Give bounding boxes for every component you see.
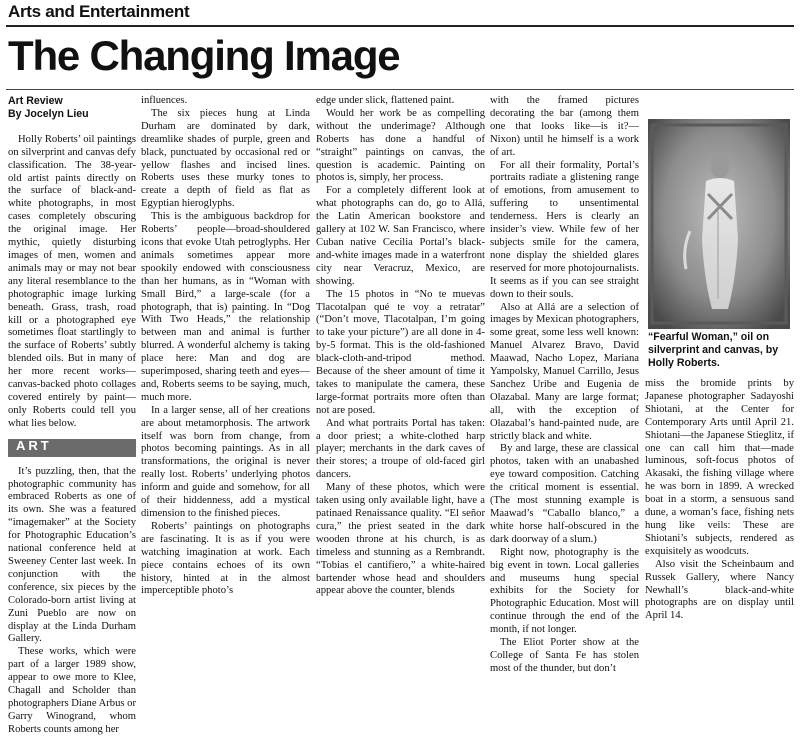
headline-rule <box>6 89 794 90</box>
art-badge-label: ART <box>16 437 52 453</box>
paragraph: The six pieces hung at Linda Durham are dominated by dark, dreamlike shades of purple, green and black, punctuated by occasional red or yellow flashes and incised lines. Roberts uses these murky tones to create a depth of field as flat as Egyptian hieroglyphs. <box>141 107 310 210</box>
paragraph: Right now, photography is the big event in town. Local galleries and museums hung special exhibits for the Society for Photographic Education. Most will continue through the end of the month, if not longer. <box>490 546 639 636</box>
paragraph: This is the ambiguous backdrop for Roberts’ people—broad-shouldered icons that evoke Utah petroglyphs. Her animals sometimes appear more spookily endowed with consciousness than her humans, as in “Woman with Small Bird,” a large-scale (for a photograph, that is) painting. In “Dog With Two Heads,” the relationship between man and animal is further blurred. A wonderful alchemy is taking place here: Man and dog are superimposed, sharing teeth and eyes—and, Roberts seems to be saying, much, much more. <box>141 211 310 403</box>
paragraph: By and large, these are classical photos, taken with an unabashed eye toward composition. Catching the critical moment is essential. (The most stunning example is Maawad’s “Caballo blanco,” a white horse half-obscured in the dark doorway of a slum.) <box>490 443 639 545</box>
paragraph: Holly Roberts’ oil paintings on silverprint and canvas defy classification. The 38-year-old artist paints directly on the surface of black-and-white photographs, in most cases completely obscuring the original image. Her mythic, quietly disturbing images of men, women and animals may or may not bear any literal resemblance to the photographic image lurking beneath. Grass, trash, road kill or a photographed eye sometimes float startlingly to the surface of Roberts’ subtly blended oils. But in many of her more recent works—canvas-backed photo collages covered entirely by paint—only Roberts could tell you what lies below. <box>8 133 136 429</box>
section-title: Arts and Entertainment <box>8 2 190 21</box>
photo-caption: “Fearful Woman,” oil on silverprint and canvas, by Holly Roberts. <box>648 331 779 369</box>
paragraph: Would her work be as compelling without the underimage? Although Roberts has done a handful of “straight” paintings on canvas, the question is academic. Painting on photos is, simply, her process. <box>316 107 485 184</box>
paragraph: For a completely different look at what photographs can do, go to Allá, the Latin American bookstore and gallery at 102 W. San Francisco, where Cuban native Cecilia Portal’s black-and-white images made in a waterfront city near Veracruz, Mexico, are showing. <box>316 185 485 287</box>
art-badge <box>8 439 136 457</box>
column-4 <box>490 95 639 674</box>
column-1 <box>8 95 136 735</box>
byline: By Jocelyn Lieu <box>8 107 89 120</box>
paragraph: And what portraits Portal has taken: a door priest; a white-clothed harp player; merchants in the dark caves of their stores; a troupe of old-faced girl dancers. <box>316 417 485 481</box>
paragraph: with the framed pictures decorating the bar (among them one that looks like—is it?—Nixon) until he himself is a work of art. <box>490 95 639 158</box>
paragraph: Many of these photos, which were taken using only available light, have a patinaed Renaissance quality. “El señor cura,” the priest seated in the dark wooden throne at his church, is as timeless and stunning as a Rembrandt. “Tobias el cantifiero,” a white-haired bartender whose head and shoulders appear above the counter, blends <box>316 482 485 597</box>
headline: The Changing Image <box>8 32 400 79</box>
paragraph: The Eliot Porter show at the College of Santa Fe has stolen most of the thunder, but don’t <box>490 637 639 674</box>
paragraph: miss the bromide prints by Japanese photographer Sadayoshi Shiotani, at the Center for Contemporary Arts until April 21. Shiotani—the Japanese Stieglitz, if one can call him that—made luminous, soft-focus photos of Akasaki, the fishing village where he was born in 1899. A wrecked boat in a storm, a sensuous sand dune, a woman’s face, fishing nets hung like veils: These are Shiotani’s subjects, rendered as exquisitely as woodcuts. <box>645 378 794 557</box>
kicker-label: Art Review <box>8 95 63 107</box>
column-3 <box>316 95 485 597</box>
paragraph: edge under slick, flattened paint. <box>316 95 455 106</box>
paragraph: Also visit the Scheinbaum and Russek Gallery, where Nancy Newhall’s black-and-white photographs are on display until April 14. <box>645 558 794 622</box>
paragraph: Also at Allá are a selection of images by Mexican photographers, some great, some less well known: Manuel Alvarez Bravo, David Maawad, Nacho Lopez, Mariana Yampolsky, Manuel Carrillo, Jesus Sanchez Uribe and Eugenia de Olazabal. Many are large format; all, with the exception of Olazabal’s hand-painted nude, are strictly black and white. <box>490 301 639 442</box>
paragraph: Roberts’ paintings on photographs are fascinating. It is as if you were watching imagination at work. Each piece contains echoes of its own history, hinted at in the almost imperceptible photo’s <box>141 520 310 597</box>
paragraph: The 15 photos in “No te muevas Tlacotalpan qué te voy a retratar” (“Don’t move, Tlacotalpan, I’m going to take your picture”) are all done in 4-by-5 format. This is the old-fashioned black-cloth-and-tripod method. Because of the sheer amount of time it takes to manipulate the camera, these large-format portraits more often than not are posed. <box>316 288 485 416</box>
column-2 <box>141 95 310 597</box>
paragraph: It’s puzzling, then, that the photographic community has embraced Roberts as one of its own. She was a featured “imagemaker” at the Society for Photographic Education’s national conference held at Sweeney Center last week. In conjunction with the conference, six pieces by the Colorado-born artist living at Zuni Pueblo are now on display at the Linda Durham Gallery. <box>8 465 136 645</box>
paragraph: influences. <box>141 95 188 106</box>
figure-photo-icon <box>648 119 790 329</box>
paragraph: For all their formality, Portal’s portraits radiate a glistening range of emotions, from amusement to suffering to unsentimental tenderness. Hers is clearly an insider’s view. While few of her subjects smile for the camera, none display the shielded glares reserved for more photojournalists. It seems as if you can see straight down to their souls. <box>490 159 639 300</box>
paragraph: These works, which were part of a larger 1989 show, appear to owe more to Klee, Chagall and Scholder than photographers Diane Arbus or Garry Winogrand, whom Roberts counts among her <box>8 646 136 735</box>
paragraph: In a larger sense, all of her creations are about metamorphosis. The artwork itself was born from change, from photos becoming paintings. As in all transformations, the original is never really lost. Roberts’ underlying photos inform and guide and somehow, for all of their hiddenness, add a mystical dimension to the finished pieces. <box>141 404 310 519</box>
column-5 <box>645 378 794 622</box>
header-rule <box>6 25 794 27</box>
photo <box>648 119 790 329</box>
